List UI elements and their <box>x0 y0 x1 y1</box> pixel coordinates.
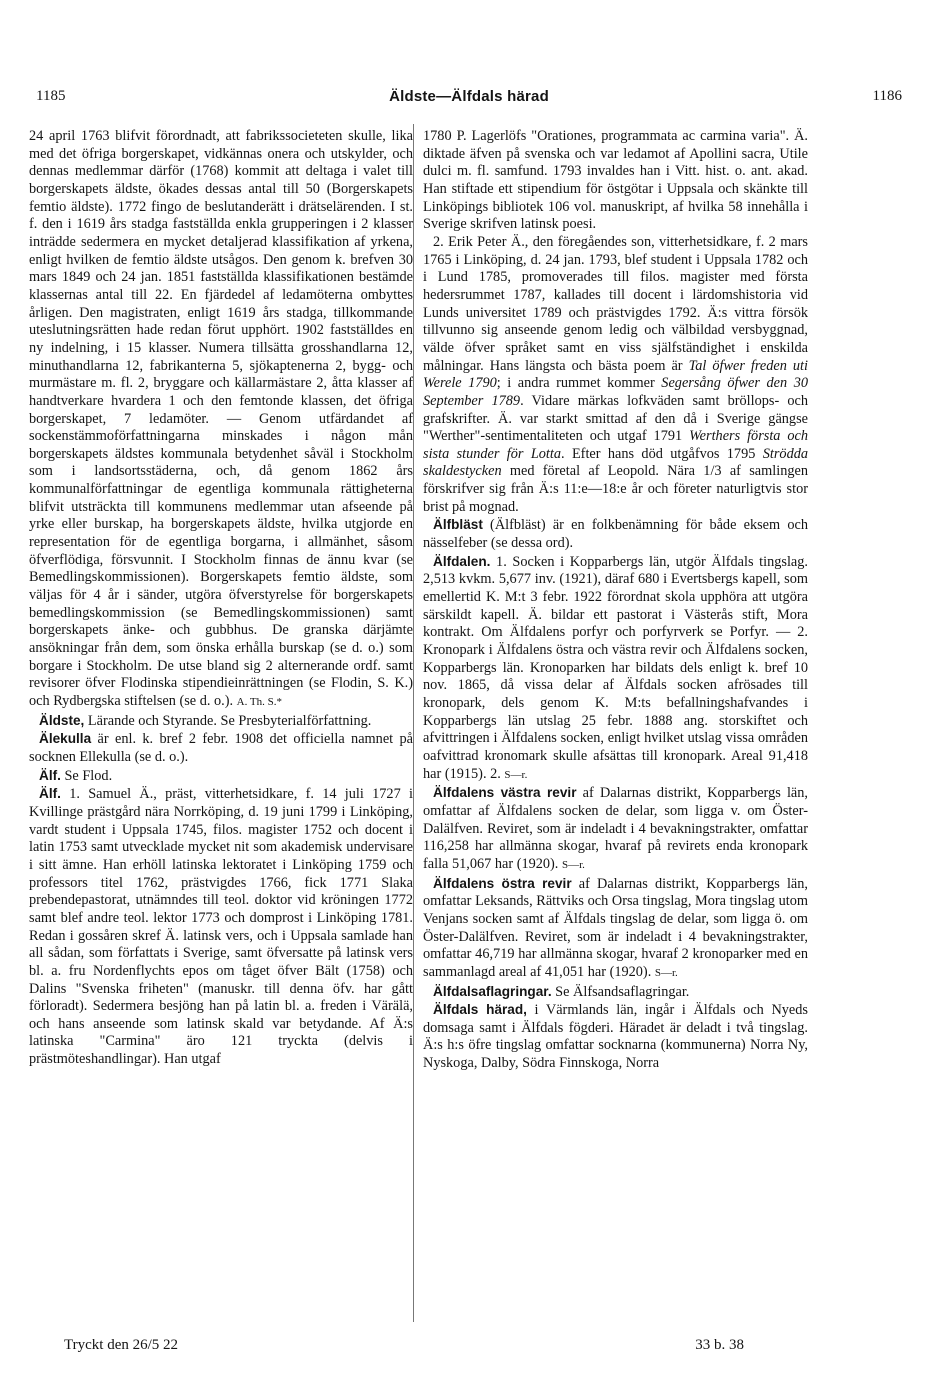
signature-mark: 33 b. 38 <box>695 1337 744 1353</box>
entry-headword: Älfdalens östra revir <box>433 875 572 891</box>
entry-vastra-revir <box>423 784 808 874</box>
entry-text: Se Flod. <box>60 767 113 784</box>
entry-text: Se Älfsandsaflagringar. <box>551 983 690 1000</box>
column-divider <box>413 124 414 1322</box>
page-number-left: 1185 <box>36 88 66 104</box>
entry-alf-erik-peter <box>423 234 808 517</box>
running-title: Äldste—Älfdals härad <box>389 88 549 105</box>
alf-samuel-continued: 1780 P. Lagerlöfs "Orationes, programmata ac carmina varia". Ä. diktade äfven på svenska och var ledamot af Apollini sacra, Utile dulci m. fl. samfund. 1793 invaldes han i Vitt. hist. o. ant. akad. Han stiftade ett stipendium för östgötar i Uppsala och skänkte till Linköpings bibliotek 106 vol. manuskript, af hvilka 58 innehålla i Sverige skrifven latinsk poesi. <box>423 128 808 233</box>
entry-headword: Älfbläst <box>433 517 483 533</box>
work-title: Strödda skaldestycken <box>423 445 809 480</box>
entry-headword: Älf. <box>39 767 61 783</box>
entry-headword: Äldste, <box>39 712 85 728</box>
work-title: Werthers första och sista stunder för Lotta <box>423 428 809 462</box>
author-signature: S—r. <box>654 966 678 979</box>
right-column <box>423 128 808 1073</box>
entry-text: af Dalarnas distrikt, Kopparbergs län, omfattar af Älfdalens socken de delar, som ligga v. om Öster-Dalälfven. Reviret, som är indeladt i 4 bevakningstrakter, omfattar 116,258 har allmänna skogar, hvaraf på revirets enda kronopark falla 51,067 har (1920). <box>423 785 808 872</box>
entry-headword: Älfdalens västra revir <box>433 785 577 801</box>
entry-headword: Älekulla <box>39 731 92 747</box>
entry-alekulla <box>29 730 413 766</box>
entry-text: ; i andra rummet kommer <box>496 375 662 392</box>
entry-headword: Älfdals härad, <box>433 1002 527 1018</box>
entry-text: (Älfbläst) är en folkbenämning för både eksem och nässelfeber (se dessa ord). <box>423 517 808 552</box>
page-number-right: 1186 <box>872 88 902 104</box>
borgerskapets-aldste-text <box>29 128 413 712</box>
entry-alf-flod <box>29 767 413 786</box>
page-header <box>36 88 902 110</box>
entry-alf-samuel <box>29 785 413 1069</box>
entry-headword: Älfdalen. <box>433 553 491 569</box>
author-signature: A. Th. S.* <box>236 696 282 708</box>
entry-text: är enl. k. bref 2 febr. 1908 det officiella namnet på socknen Ellekulla (se d. o.). <box>29 731 413 765</box>
entry-text: 1. Samuel Ä., präst, vitterhetsidkare, f. 14 juli 1727 i Kvillinge prästgård nära Norrköping, d. 19 juni 1799 i Linköping, vardt student i Uppsala 1745, filos. magister 1752 och docent i latin 1753 samt utvecklade mycket nit som akademisk undervisare i sitt ämne. Han erhöll latinska lektoratet i Linköping 1759 och professors titel 1762, prästvigdes 1766, fick 1771 Slaka prebendepastorat, utnämndes till teol. doktor vid kröningen 1772 samt blef andre teol. lektor 1773 och domprost i Linköping 1781. Redan i gossåren skref Ä. latinsk vers, och i Uppsala samlade han all sådan, som författats i Sverige, samt öfversatte på latinsk vers bl. a. fru Nordenflychts epos om tåget öfver Bält (1758) och Dalins "Svenska friheten" (manuskr. till denna öfv. har gått förloradt). Sedermera besjöng han på latin bl. a. freden i Värälä, och hans anseende som latinsk skald var betydande. Af Ä:s latinska "Carmina" äro 121 tryckta (delvis i prästmöteshandlingar). Han utgaf <box>29 786 413 1068</box>
work-title: Segersång öfwer den 30 September 1789 <box>423 375 808 409</box>
left-column <box>29 128 413 1069</box>
entry-text: 1. Socken i Kopparbergs län, utgör Älfdals tingslag. 2,513 kvkm. 5,677 inv. (1921), däraf 680 i Evertsbergs kapell, som emellertid K. M:t 3 febr. 1922 förordnat skola upphöra att utgöra särskildt kapell. Ä. bildar ett pastorat i Västerås stift, Mora kontrakt. Om Älfdalens porfyr och porfyrverk se Porfyr. — 2. Kronopark i Älfdalens östra och västra revir och Älfdalens socken, Kopparbergs län. Kronoparken har bildats dels enligt k. bref 10 nov. 1865, då vissa delar af Älfdals socken afrösades till kronopark, dels genom K. M:ts befallningshafvandes i Kopparbergs län utslag 25 febr. 1888 ang. storskiftet och afvittringen i Älfdalens socken, enligt hvilket utslag vissa områden oafvittrad kronomark skulle afsättas till kronopark. Areal 91,418 har (1915). 2. <box>423 553 808 782</box>
author-signature: S—r. <box>561 858 585 871</box>
entry-text: . Efter hans död utgåfvos 1795 <box>561 445 763 462</box>
entry-alfdalen <box>423 553 808 785</box>
page-footer <box>64 1337 744 1359</box>
entry-text: 2. Erik Peter Ä., den föregåendes son, vitterhetsidkare, f. 2 mars 1765 i Linköping, d. 24 jan. 1793, blef student i Uppsala 1782 och i Lund 1785, promoverades till filos. magister med första hedersrummet 1787, kallades till docent i lärdomshistoria vid Lunds universitet 1789 och prästvigdes 1792. Ä:s vittra försök tillvunno sig anseende genom ledig och välbildad versbyggnad, välde öfver språket samt en viss själfständighet i enskilda målningar. Hans längsta och bästa poem är <box>423 233 808 374</box>
entry-ostra-revir <box>423 875 808 983</box>
entry-alfdalsaflagringar <box>423 983 808 1002</box>
entry-headword: Älfdalsaflagringar. <box>433 983 552 999</box>
entry-text: i Värmlands län, ingår i Älfdals och Nyeds domsaga samt i Älfdals fögderi. Häradet är deladt i två tingslag. Ä:s h:s öfre tingslag omfattar socknarna (kommunerna) Norra Ny, Nyskoga, Dalby, Södra Finnskoga, Norra <box>423 1002 808 1072</box>
author-signature: S—r. <box>504 768 528 781</box>
entry-alfblast <box>423 516 808 552</box>
work-title: Tal öfwer freden uti Werele 1790 <box>423 357 808 392</box>
entry-text: Lärande och Styrande. Se Presbyterialförfattning. <box>84 712 372 729</box>
entry-headword: Älf. <box>39 786 61 802</box>
entry-alfdals-harad <box>423 1001 808 1073</box>
entry-text: af Dalarnas distrikt, Kopparbergs län, omfattar Leksands, Rättviks och Orsa tingslag, Mora tingslag utom Venjans socken samt af Älfdals tingslag de delar, som ligga ö. om Öster-Dalälfven. Reviret, som är indeladt i 4 bevakningstrakter, omfattar 46,719 har allmänna skogar, hvaraf 2 kronoparker med en sammanlagd areal af 41,051 har (1920). <box>423 875 808 980</box>
entry-text: . Vidare märkas lofkväden samt bröllops- och grafskrifter. Ä. var starkt smittad af den då i Sverige gängse "Werther"-sentimentaliteten och utgaf 1791 <box>423 392 808 445</box>
entry-aldste <box>29 712 413 731</box>
entry-text: med företal af Leopold. Nära 1/3 af samlingen förskrifver sig från Ä:s 11:e—18:e år och företer naturligtvis stor brist på mognad. <box>423 463 808 515</box>
paragraph-text: 24 april 1763 blifvit förordnadt, att fabrikssocieteten skulle, lika med det öfriga borgerskapet, vidkännas onera och utskylder, och dennas medlemmar därför (1768) kommit att deltaga i valet till borgerskapets äldste, ökades dessas antal till 50 (Borgerskapets femtio äldste). 1772 fingo de beslutanderätt i drätselärenden. I st. f. den i 1619 års stadga fastställda enkla grupperingen i 2 klasser inträdde sedermera en mycket detaljerad klassifikation af yrkena, enligt hvilken de femtio äldste utsågos. Den genom k. brefven 30 mars 1849 och 24 jan. 1851 fastställda klassifikationen bestämde klassernas antal till 22. En fjärdedel af ledamöterna ombyttes årligen. Den magistraten, enligt 1619 års stadga, tillkommande uteslutningsrätten hade redan förut upphört. 1902 fastställdes en ny indelning, i 15 klasser. Numera tillsätta grosshandlarna 12, minuthandlarna 12, fabrikanterna 5, sjökaptenerna 2, bygg- och murmästare m. fl. 2, bryggare och källarmästare 2, åtta klasser af handtverkare hvardera 1 och den femtonde klassen, det öfriga borgerskapet, 7 ledamöter. — Genom utfärdandet af sockenstämmoförfattningarna minskades i någon mån borgerskapets äldstes kommunala betydenhet såväl i Stockholm som i landsortsstäderna, och, då genom 1862 års kommunalförfattningar de egentliga kommunala rättigheterna blifvit utsträckta till kommunens medlemmar utan afseende på yrke eller burskap, ha borgerskapets äldste, hvilka utgjorde en representation för de egentliga borgarna, i allmänhet, såsom öfverflödiga, försvunnit. I Stockholm finnas de ännu kvar (se Bemedlingskommissionen). Borgerskapets femtio äldste, som väljas för 4 år i sänder, utgöra öfverstyrelse för borgerskapets bemedlingskommission (se Bemedlingskommissionen) samt borgerskapets änke- och gubbhus. De granska därjämte ansökningar från dem, som önska erhålla burskap (se d. o.) som borgare i Stockholm. De utse bland sig 2 alternerande ordf. samt revisorer öfver Flodinska stipendieinrättningen (se Flodin, S. K.) och Rydbergska stiftelsen (se d. o.). <box>29 128 413 709</box>
print-date: Tryckt den 26/5 22 <box>64 1337 179 1353</box>
